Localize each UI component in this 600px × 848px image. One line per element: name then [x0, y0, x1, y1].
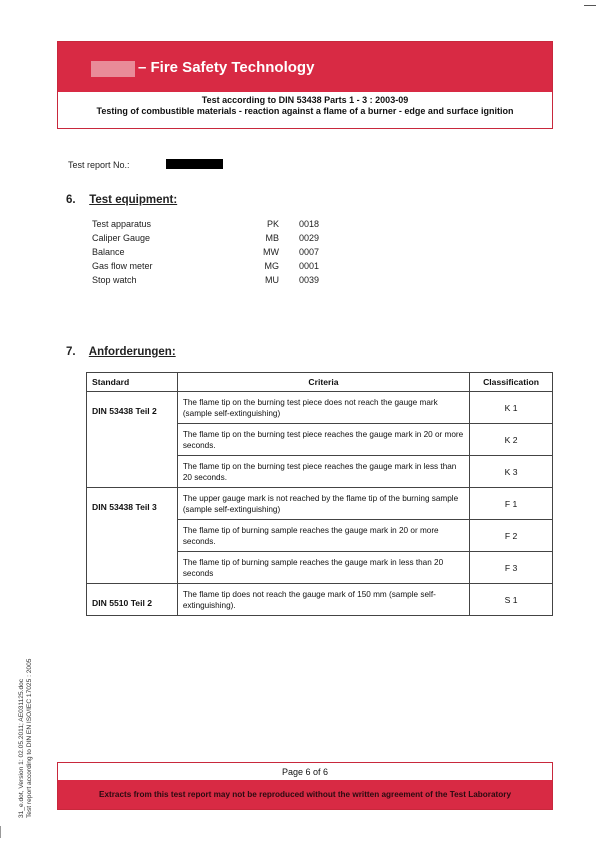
- standard-cell: DIN 5510 Teil 2: [87, 584, 178, 616]
- redacted-report-number: [166, 159, 223, 169]
- side-accreditation-info: Test report according to DIN EN ISO/IEC 17025 : 2005: [26, 658, 33, 818]
- section-6-heading: [66, 194, 177, 206]
- page-number: Page 6 of 6: [58, 763, 552, 780]
- equipment-name: Caliper Gauge: [92, 233, 151, 243]
- classification-cell: K 2: [470, 424, 553, 456]
- column-header-criteria: Criteria: [177, 373, 469, 392]
- equipment-code: MG: [264, 261, 279, 271]
- side-template-info: 31_e.dot, Version 1: 02.05.2011; AE031125.doc: [18, 678, 25, 818]
- header-band: [58, 42, 552, 92]
- scan-edge-mark: [0, 826, 1, 838]
- equipment-name: Test apparatus: [92, 219, 152, 229]
- document-footer: [57, 762, 553, 810]
- standard-cell: DIN 53438 Teil 3: [87, 488, 178, 584]
- equipment-item: [92, 275, 352, 289]
- criteria-cell: The flame tip on the burning test piece reaches the gauge mark in less than 20 seconds.: [177, 456, 469, 488]
- equipment-item: [92, 247, 352, 261]
- criteria-cell: The flame tip on the burning test piece reaches the gauge mark in 20 or more seconds.: [177, 424, 469, 456]
- section-6-title: Test equipment:: [89, 194, 178, 206]
- equipment-id: 0001: [299, 261, 320, 271]
- header-standard: Test according to DIN 53438 Parts 1 - 3 : 2003-09: [201, 95, 409, 105]
- table-row: [87, 488, 553, 520]
- requirements-table: [86, 372, 553, 616]
- equipment-item: [92, 219, 352, 233]
- classification-cell: F 3: [470, 552, 553, 584]
- equipment-id: 0029: [299, 233, 320, 243]
- equipment-id: 0007: [299, 247, 320, 257]
- table-row: [87, 392, 553, 424]
- redacted-company-logo: [91, 61, 135, 77]
- header-title: – Fire Safety Technology: [138, 59, 315, 76]
- column-header-standard: Standard: [87, 373, 178, 392]
- table-header-row: [87, 373, 553, 392]
- classification-cell: K 1: [470, 392, 553, 424]
- equipment-name: Balance: [92, 247, 125, 257]
- equipment-code: MU: [265, 275, 279, 285]
- document-header: [57, 41, 553, 129]
- section-7-title: Anforderungen:: [88, 346, 176, 358]
- classification-cell: F 2: [470, 520, 553, 552]
- equipment-item: [92, 233, 352, 247]
- equipment-name: Stop watch: [92, 275, 137, 285]
- footer-notice: Extracts from this test report may not be reproduced without the written agreement of the Test Laboratory: [58, 780, 552, 809]
- equipment-code: PK: [266, 219, 279, 229]
- section-7-number: 7.: [66, 346, 76, 358]
- section-7-heading: [66, 346, 176, 358]
- side-document-info: [18, 659, 34, 818]
- equipment-id: 0039: [299, 275, 320, 285]
- equipment-id: 0018: [299, 219, 320, 229]
- equipment-list: [92, 219, 352, 289]
- criteria-cell: The flame tip does not reach the gauge mark of 150 mm (sample self-extinguishing).: [177, 584, 469, 616]
- criteria-cell: The upper gauge mark is not reached by the flame tip of the burning sample (sample self-extinguishing): [177, 488, 469, 520]
- equipment-code: MW: [263, 247, 279, 257]
- classification-cell: F 1: [470, 488, 553, 520]
- equipment-code: MB: [265, 233, 279, 243]
- section-6-number: 6.: [66, 194, 76, 206]
- equipment-name: Gas flow meter: [92, 261, 153, 271]
- column-header-classification: Classification: [470, 373, 553, 392]
- criteria-cell: The flame tip on the burning test piece does not reach the gauge mark (sample self-extinguishing): [177, 392, 469, 424]
- page-corner-mark: [584, 5, 596, 6]
- header-description: Testing of combustible materials - reaction against a flame of a burner - edge and surface ignition: [96, 106, 514, 116]
- classification-cell: K 3: [470, 456, 553, 488]
- standard-cell: DIN 53438 Teil 2: [87, 392, 178, 488]
- equipment-item: [92, 261, 352, 275]
- criteria-cell: The flame tip of burning sample reaches the gauge mark in less than 20 seconds: [177, 552, 469, 584]
- classification-cell: S 1: [470, 584, 553, 616]
- criteria-cell: The flame tip of burning sample reaches the gauge mark in 20 or more seconds.: [177, 520, 469, 552]
- report-number-label: Test report No.:: [68, 160, 130, 170]
- table-row: [87, 584, 553, 616]
